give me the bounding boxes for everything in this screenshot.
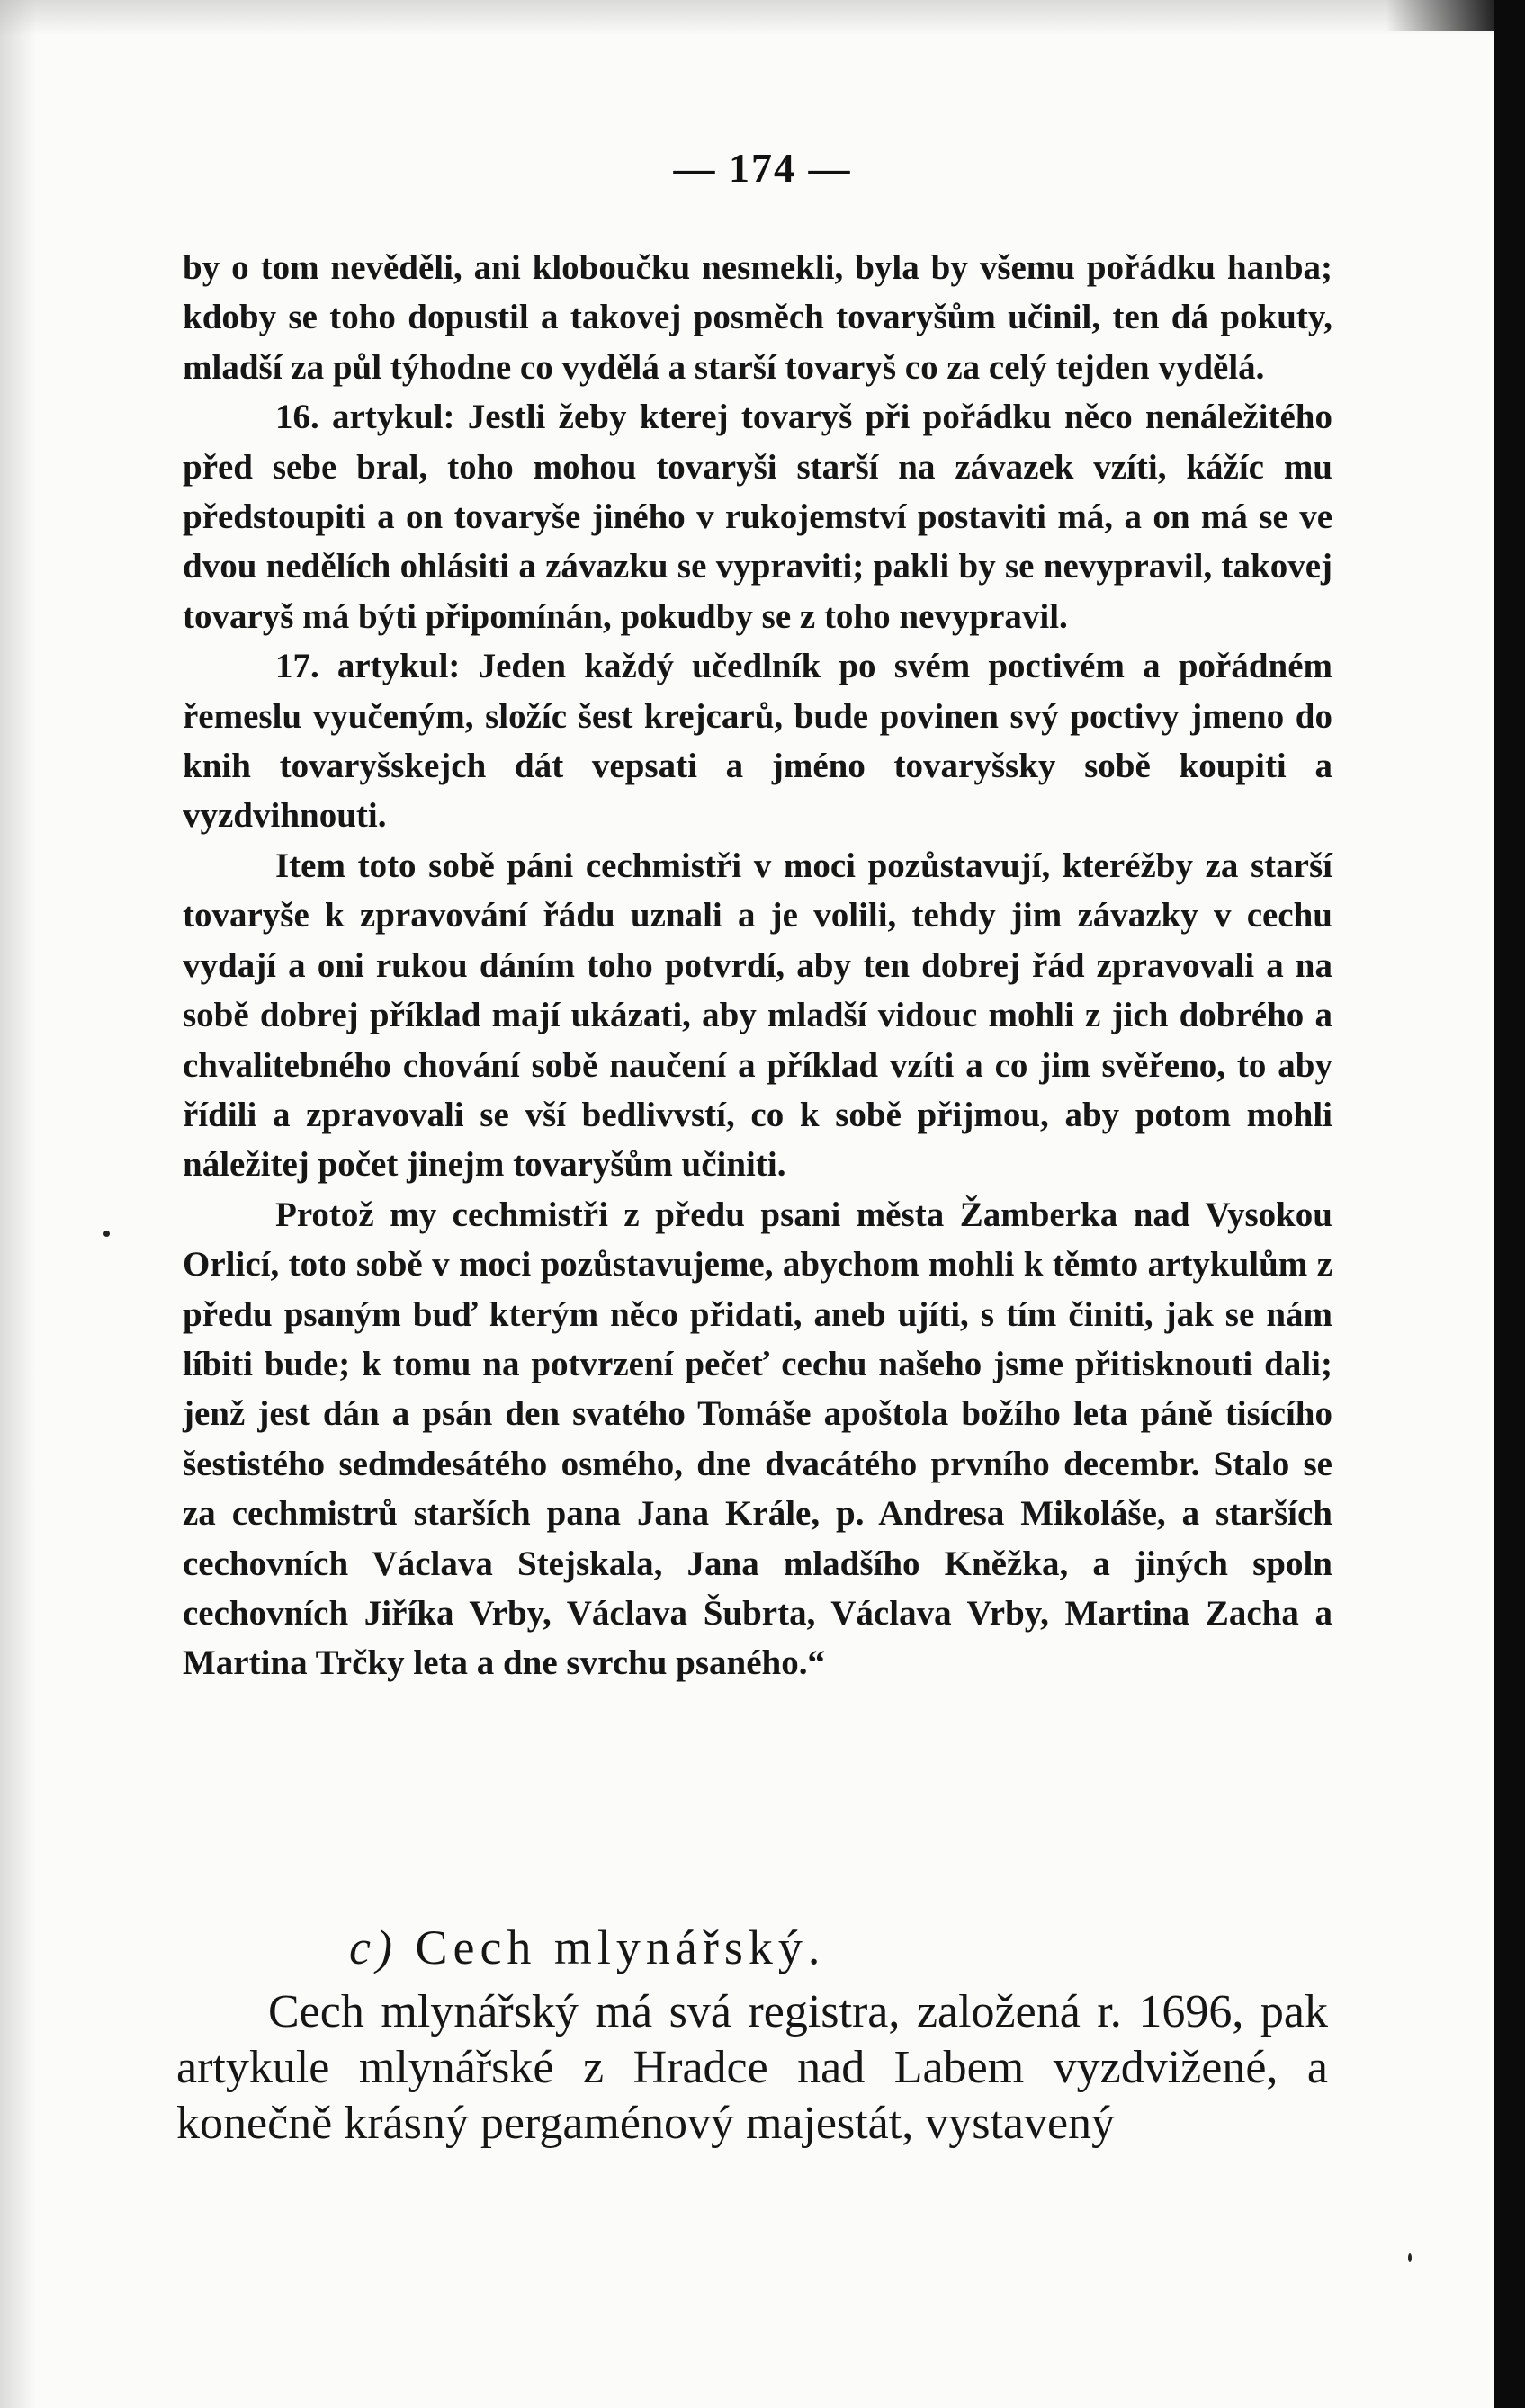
ink-speck: [103, 1231, 110, 1237]
paragraph-closing: Protož my cechmistři z předu psani města Žamberka nad Vysokou Orlicí, toto sobě v moci pozůstavujeme, abychom mohli k těmto artykulům z předu psaným buď kterým něco přidati, aneb ujíti, s tím činiti, jak se nám líbiti bude; k tomu na potvrzení pečeť cechu našeho jsme přitisknouti dali; jenž jest dán a psán den svatého Tomáše apoštola božího leta páně tisícího šestistého sedmdesátého osmého, dne dvacátého prvního decembr. Stalo se za cechmistrů starších pana Jana Krále, p. Andresa Mikoláše, a starších cechovních Václava Stejskala, Jana mladšího Kněžka, a jiných spoln cechovních Jiříka Vrby, Václava Šubrta, Václava Vrby, Martina Zacha a Martina Trčky leta a dne svrchu psaného.“: [183, 1195, 1332, 1683]
body-text: [183, 243, 1332, 1688]
paragraph-article-17: 17. artykul: Jeden každý učedlník po svém poctivém a pořádném řemeslu vyučeným, složíc šest krejcarů, bude povinen svý poctivy jmeno do knih tovaryšskejch dát vepsati a jméno tovaryšsky sobě koupiti a vyzdvihnouti.: [183, 647, 1332, 836]
scan-top-shadow: [0, 0, 1525, 36]
scan-left-shadow: [0, 0, 36, 2408]
section-heading: [349, 1920, 825, 1975]
section-letter: c): [349, 1920, 398, 1974]
section-body: [176, 1984, 1328, 2152]
paragraph-item: Item toto sobě páni cechmistři v moci pozůstavují, kteréžby za starší tovaryše k zpravování řádu uznali a je volili, tehdy jim závazky v cechu vydají a oni rukou dáním toho potvrdí, aby ten dobrej řád zpravovali a na sobě dobrej příklad mají ukázati, aby mladší vidouc mohli z jich dobrého a chvalitebného chování sobě naučení a příklad vzíti a co jim svěřeno, to aby řídili a zpravovali se vší bedlivvstí, co k sobě přijmou, aby potom mohli náležitej počet jinejm tovaryšům učiniti.: [183, 846, 1332, 1185]
scan-corner-shadow: [1386, 0, 1494, 31]
section-paragraph: Cech mlynářský má svá registra, založená r. 1696, pak artykule mlynářské z Hradce nad Labem vyzdvižené, a konečně krásný pergaménový majestát, vystavený: [176, 1986, 1328, 2149]
paragraph-continuation: by o tom nevěděli, ani kloboučku nesmekli, byla by všemu pořádku hanba; kdoby se toho dopustil a takovej posměch tovaryšům učinil, ten dá pokuty, mladší za půl týhodne co vydělá a starší tovaryš co za celý tejden vydělá.: [183, 248, 1332, 387]
scan-right-edge: [1494, 0, 1525, 2408]
paragraph-article-16: 16. artykul: Jestli žeby kterej tovaryš při pořádku něco nenáležitého před sebe bral, toho mohou tovaryši starší na závazek vzíti, kážíc mu předstoupiti a on tovaryše jiného v rukojemství postaviti má, a on má se ve dvou nedělích ohlásiti a závazku se vypraviti; pakli by se nevypravil, takovej tovaryš má býti připomínán, pokudby se z toho nevypravil.: [183, 398, 1332, 636]
page-number: — 174 —: [673, 145, 852, 191]
section-title: Cech mlynářský.: [415, 1920, 826, 1974]
ink-speck: [1408, 2253, 1412, 2262]
